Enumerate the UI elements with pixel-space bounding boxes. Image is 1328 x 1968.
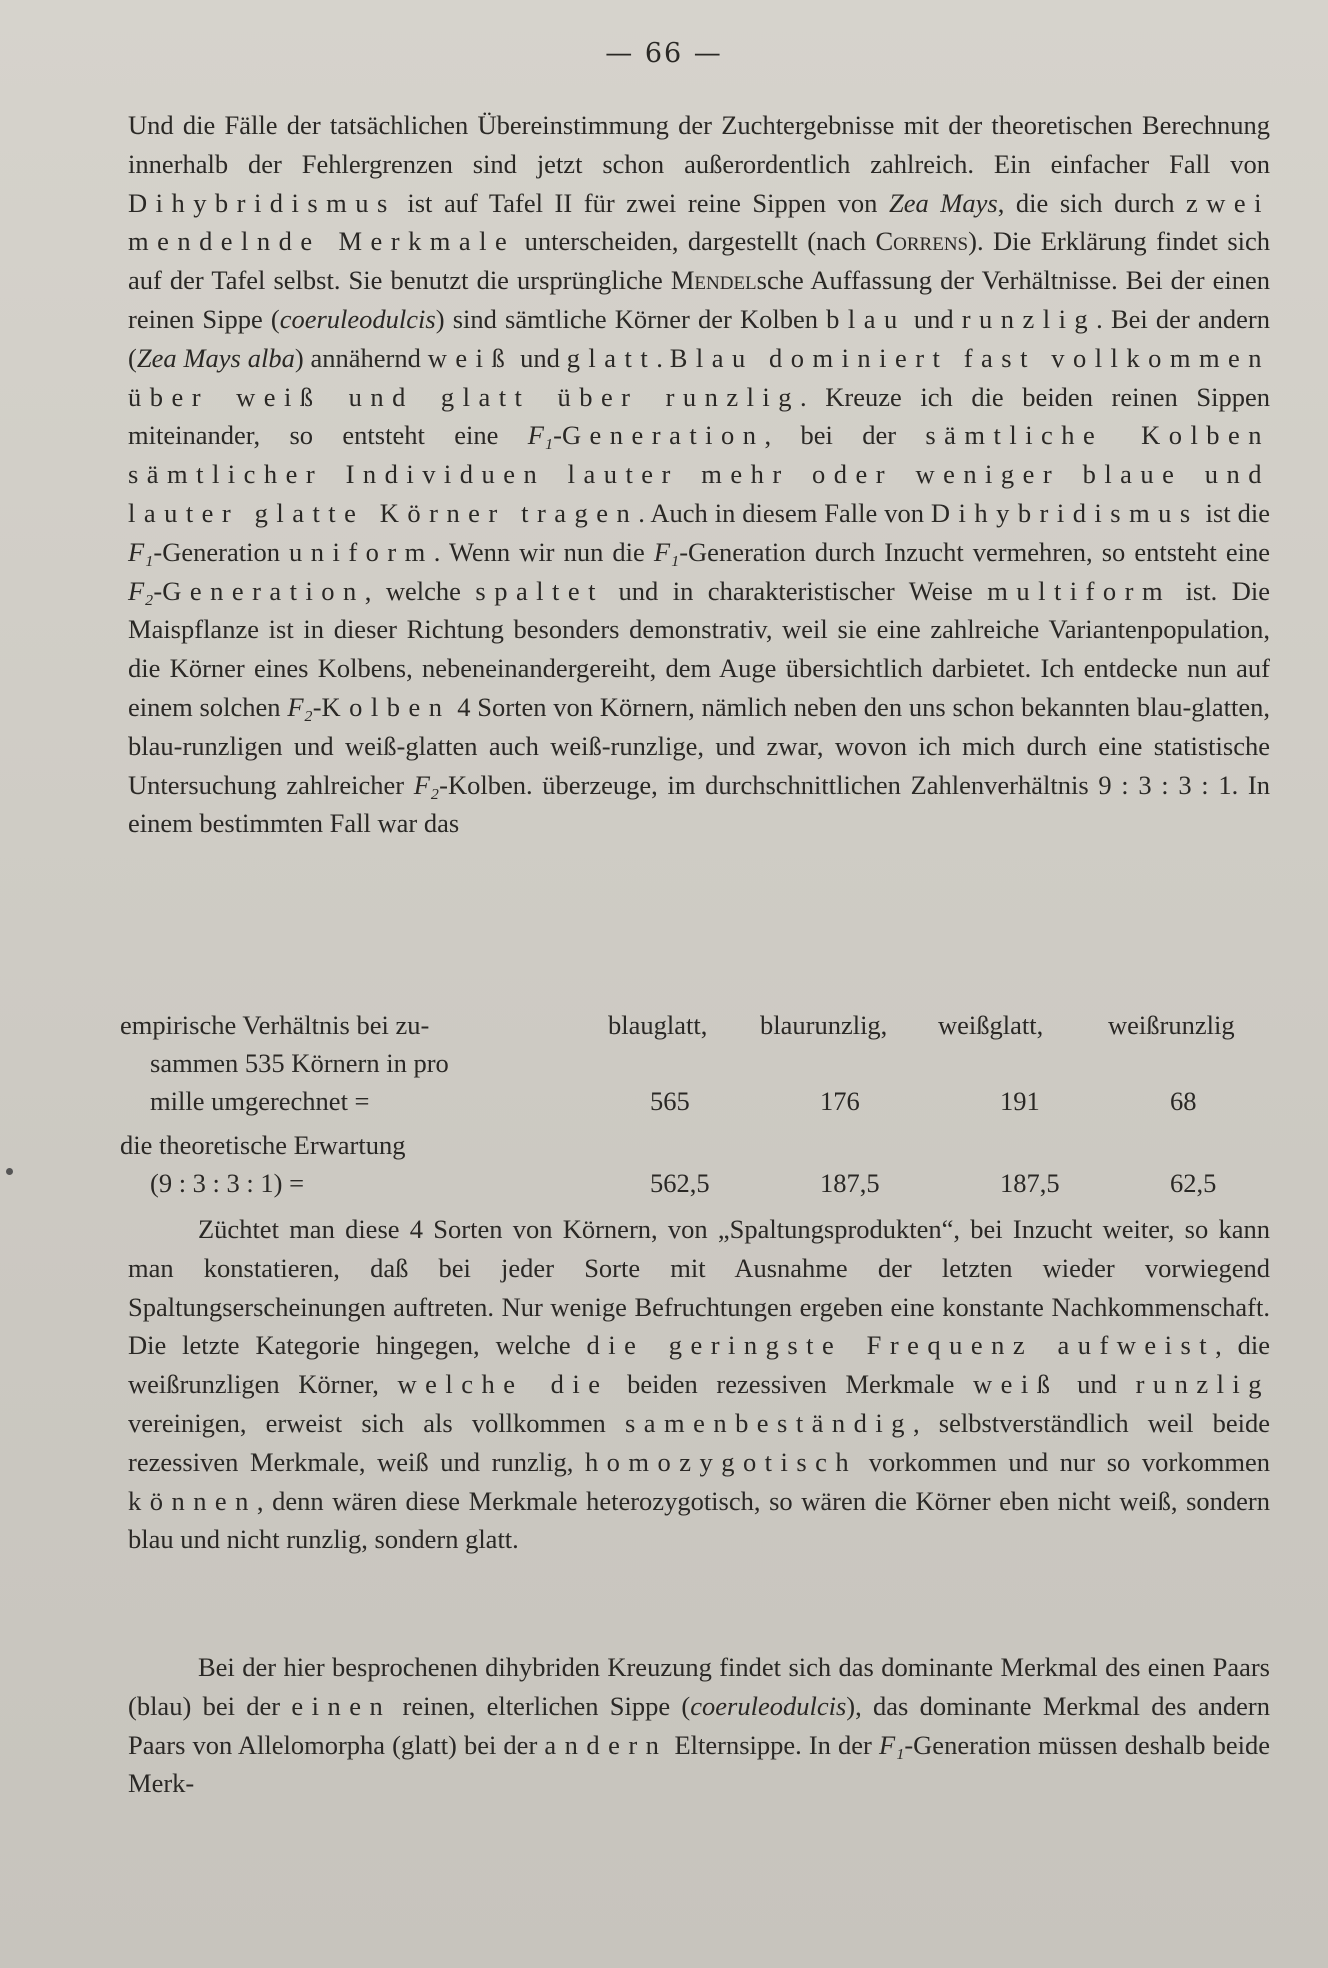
emphasis-run: Blau dominiert fast vollkommen über weiß und glatt über runzlig <box>128 342 1271 412</box>
table-expected-row <box>120 1168 1270 1206</box>
emphasis-run: multiform <box>987 575 1172 606</box>
paragraph-1-text <box>128 106 1270 843</box>
header-blaurunzlig: blaurunzlig, <box>760 1010 888 1040</box>
text-run: - <box>312 691 322 722</box>
emphasis-run: einen <box>291 1690 392 1721</box>
text-run: , welche <box>364 575 476 606</box>
text-run: ), das dominante Merkmal des andern Paars von Allelomorpha (glatt) bei der <box>128 1690 1270 1760</box>
empirical-label-line-3: mille umgerechnet = <box>150 1086 370 1116</box>
empirical-label-line-2: sammen 535 Körnern in pro <box>150 1048 449 1078</box>
emphasis-run: andern <box>544 1729 668 1760</box>
text-run: sche Auffassung der Verhältnisse. Bei der einen reinen Sippe ( <box>128 265 1270 334</box>
text-run: . Wenn wir nun die <box>433 536 654 567</box>
text-run: ist. Die Maispflanze ist in dieser Richtung besonders demonstrativ, weil sie eine zahlreiche Variantenpopulation, die Körner eines Kolbens, nebeneinandergereiht, dem Auge übersichtlich darbietet. Ich entdecke nun auf einem solchen <box>128 575 1270 722</box>
expected-value: 62,5 <box>1170 1168 1217 1198</box>
emphasis-run: Dihybridismus <box>128 187 396 218</box>
emphasis-run: F₂ <box>413 769 440 800</box>
emphasis-run: blau <box>826 303 906 334</box>
emphasis-run: F₁ <box>128 536 154 567</box>
text-run: -Generation durch Inzucht vermehren, so entsteht eine <box>679 536 1270 567</box>
emphasis-run: die geringste Frequenz aufweist <box>586 1330 1216 1361</box>
empirical-value: 68 <box>1170 1086 1197 1116</box>
emphasis-run: coeruleodulcis <box>690 1690 847 1721</box>
emphasis-run: homozygotisch <box>584 1446 858 1477</box>
table-label-row <box>120 1048 1270 1086</box>
text-run: , die weißrunzligen Körner, <box>128 1330 1271 1400</box>
emphasis-run: F₁ <box>527 420 554 451</box>
expected-value: 187,5 <box>1000 1168 1060 1198</box>
text-run: Und die Fälle der tatsächlichen Übereinstimmung der Zuchtergebnisse mit der theoretischen Berechnung innerhalb der Fehlergrenzen sind jetzt schon außerordentlich zahlreich. Ein einfacher Fall von <box>128 110 1270 179</box>
emphasis-run: F₁ <box>653 536 680 567</box>
table-empirical-row <box>120 1086 1270 1124</box>
emphasis-run: Zea Mays <box>888 187 998 218</box>
paragraph-2 <box>128 1210 1270 1559</box>
text-run: -Kolben. überzeuge, im durchschnittlichen Zahlenverhältnis 9 : 3 : 3 : 1. In einem bestimmten Fall war das <box>128 769 1270 839</box>
emphasis-run: Generation <box>561 420 765 451</box>
text-run: und <box>513 342 567 373</box>
text-run: . Auch in diesem Falle von <box>638 497 931 528</box>
emphasis-run: spaltet <box>475 575 604 606</box>
emphasis-run: weiß <box>427 342 514 373</box>
paragraph-1 <box>128 106 1270 843</box>
text-run: unterscheiden, dargestellt (nach <box>515 226 876 257</box>
expected-value: 562,5 <box>650 1168 710 1198</box>
ratio-table <box>120 1010 1270 1206</box>
text-run: - <box>153 575 163 606</box>
page-speck <box>6 1168 13 1175</box>
text-run: und <box>1058 1369 1136 1400</box>
text-run: , die sich durch <box>997 187 1187 218</box>
text-run: 4 Sorten von Körnern, nämlich neben den uns schon bekannten blau-glatten, blau-runzligen und weiß-glatten auch weiß-runzlige, und zwar, wovon ich mich durch eine statistische Untersuchung zahlreicher <box>128 691 1271 800</box>
text-run: -Generation müssen deshalb beide Merk- <box>128 1729 1270 1799</box>
empirical-label-line-1: empirische Verhältnis bei zu- <box>120 1010 430 1040</box>
text-run: vorkommen und nur so vorkommen <box>857 1446 1270 1477</box>
text-run: ) sind sämtliche Körner der Kolben <box>435 303 827 334</box>
emphasis-run: F₂ <box>287 691 313 722</box>
text-run: ) annähernd <box>294 342 428 373</box>
emphasis-run: Generation <box>162 575 365 606</box>
emphasis-run: runzlig <box>1135 1369 1270 1400</box>
emphasis-run: Zea Mays alba <box>136 342 295 373</box>
emphasis-run: können <box>128 1485 257 1516</box>
page-number: — 66 — <box>605 38 723 69</box>
paragraph-3 <box>128 1648 1270 1803</box>
text-run: ist die <box>1198 497 1270 528</box>
text-run: . <box>656 342 670 373</box>
empirical-value: 565 <box>650 1086 690 1116</box>
emphasis-run: weiß <box>973 1369 1059 1400</box>
paragraph-3-text <box>128 1648 1270 1803</box>
emphasis-run: samenbeständig <box>624 1407 913 1438</box>
emphasis-run: runzlig <box>961 303 1097 334</box>
emphasis-run: F₂ <box>128 575 154 606</box>
text-run: vereinigen, erweist sich als vollkommen <box>128 1407 625 1438</box>
emphasis-run: Dihybridismus <box>930 497 1199 528</box>
expected-value: 187,5 <box>820 1168 880 1198</box>
text-run: und <box>905 303 962 334</box>
text-run: -Generation <box>153 536 290 567</box>
text-run: , selbstverständlich weil beide rezessiven Merkmale, weiß und runzlig, <box>128 1407 1270 1477</box>
text-run: . Bei der andern ( <box>128 303 1270 373</box>
expected-label-line-1: die theoretische Erwartung <box>120 1130 406 1160</box>
header-weissrunzlig: weißrunzlig <box>1108 1010 1235 1040</box>
paragraph-2-text <box>128 1210 1270 1559</box>
text-run: Elternsippe. In der <box>667 1729 879 1760</box>
text-run: und in charakteristischer Weise <box>603 575 988 606</box>
header-blauglatt: blauglatt, <box>608 1010 708 1040</box>
text-run: reinen, elterlichen Sippe ( <box>391 1690 691 1721</box>
table-label-row <box>120 1130 1270 1168</box>
emphasis-run: coeruleodulcis <box>279 303 436 334</box>
table-header-row <box>120 1010 1270 1048</box>
emphasis-run: glatt <box>566 342 657 373</box>
emphasis-run: Mendel <box>670 265 757 296</box>
text-run: ist auf Tafel II für zwei reine Sippen von <box>395 187 889 218</box>
text-run: Züchtet man diese 4 Sorten von Körnern, von „Spaltungsprodukten“, bei Inzucht weiter, so kann man konstatieren, daß bei jeder Sorte mit Ausnahme der letzten wieder vorwiegend Spaltungserscheinungen auftreten. Nur wenige Befruchtungen ergeben eine konstante Nachkommenschaft. Die letzte Kategorie hingegen, welche <box>128 1214 1270 1361</box>
emphasis-run: uniform <box>289 536 434 567</box>
text-run: . Kreuze ich die beiden reinen Sippen miteinander, so entsteht eine <box>128 381 1270 451</box>
emphasis-run: Correns <box>875 226 969 257</box>
text-run: Bei der hier besprochenen dihybriden Kreuzung findet sich das dominante Merkmal des einen Paars (blau) bei der <box>128 1652 1270 1721</box>
emphasis-run: welche die <box>397 1369 609 1400</box>
expected-label-line-2: (9 : 3 : 3 : 1) = <box>150 1168 305 1198</box>
empirical-value: 191 <box>1000 1086 1040 1116</box>
emphasis-run: zwei mendelnde Merkmale <box>128 187 1270 257</box>
text-run: , bei der <box>764 420 926 451</box>
text-run: - <box>553 420 562 451</box>
text-run: beiden rezessiven Merkmale <box>608 1369 974 1400</box>
emphasis-run: sämtliche Kolben sämtlicher Individuen lauter mehr oder weniger blaue und lauter glatte Körner tragen <box>128 420 1270 528</box>
emphasis-run: Kolben <box>321 691 451 722</box>
text-run: , denn wären diese Merkmale heterozygotisch, so wären die Körner eben nicht weiß, sondern blau und nicht runzlig, sondern glatt. <box>128 1485 1270 1555</box>
empirical-value: 176 <box>820 1086 860 1116</box>
text-run: ). Die Erklärung findet sich auf der Tafel selbst. Sie benutzt die ursprüngliche <box>128 226 1271 296</box>
header-weissglatt: weißglatt, <box>938 1010 1044 1040</box>
emphasis-run: F₁ <box>878 1729 905 1760</box>
